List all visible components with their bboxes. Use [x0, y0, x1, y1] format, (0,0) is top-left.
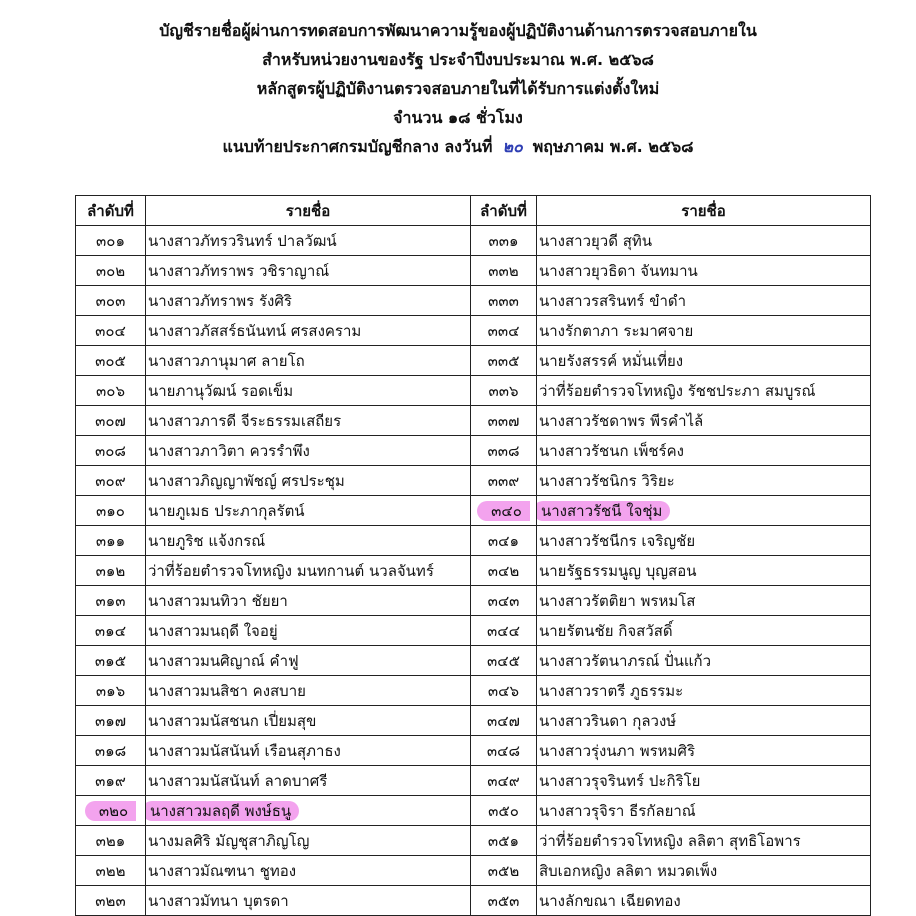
row-name-left: นายภานุวัฒน์ รอดเข็ม [148, 381, 294, 400]
row-number-right-cell [471, 646, 537, 676]
row-number-right: ๓๓๓ [488, 291, 519, 310]
row-name-left: นางสาวภาวิตา ควรรำพึง [148, 441, 310, 460]
row-name-right: นางสาวรัตนาภรณ์ ปั่นแก้ว [539, 651, 712, 670]
row-number-right: ๓๔๖ [487, 681, 520, 700]
row-name-left: นางสาวมลฤดี พงษ์ธนู [146, 801, 300, 821]
row-name-left: นางสาวมนัสนันท์ เรือนสุภาธง [148, 741, 341, 760]
table-row [76, 766, 871, 796]
row-number-right: ๓๔๒ [487, 561, 520, 580]
row-number-left: ๓๑๐ [96, 501, 125, 520]
row-number-left: ๓๐๗ [95, 411, 126, 430]
row-name-right: นางสาวยุวธิดา จันทมาน [539, 261, 698, 280]
row-number-left: ๓๒๐ [85, 801, 136, 821]
row-name-left-cell [146, 436, 471, 466]
row-number-left-cell [76, 826, 146, 856]
row-number-right-cell [471, 376, 537, 406]
row-number-left: ๓๐๙ [95, 471, 126, 490]
row-name-left: นางสาวมนศิญาณ์ คำฟู [148, 651, 299, 670]
row-name-left-cell [146, 616, 471, 646]
row-name-right-cell [537, 526, 871, 556]
table-row [76, 346, 871, 376]
row-number-left-cell [76, 256, 146, 286]
row-name-right: นางสาวรุ่งนภา พรหมศิริ [539, 741, 696, 760]
row-number-left: ๓๐๔ [95, 321, 126, 340]
row-number-left-cell [76, 766, 146, 796]
row-name-right: นางสาวรัตติยา พรหมโส [539, 591, 696, 610]
row-number-right: ๓๔๗ [487, 711, 520, 730]
row-name-right-cell [537, 736, 871, 766]
row-name-left: นายภูริช แจ้งกรณ์ [148, 531, 266, 550]
row-number-left-cell [76, 886, 146, 916]
row-name-right: นางสาวรุจรินทร์ ปะกิริโย [539, 771, 701, 790]
row-name-left-cell [146, 586, 471, 616]
col-header-name-right: รายชื่อ [537, 196, 871, 226]
row-number-right: ๓๔๓ [487, 591, 520, 610]
table-row [76, 586, 871, 616]
col-header-number-left: ลำดับที่ [76, 196, 146, 226]
row-number-left: ๓๑๒ [95, 561, 126, 580]
row-name-left-cell [146, 286, 471, 316]
row-name-left: นางสาวมนทิวา ชัยยา [148, 591, 288, 610]
row-number-right: ๓๓๖ [488, 381, 519, 400]
row-name-left: นางสาวมนัสนันท์ ลาดบาศรี [148, 771, 328, 790]
row-number-right: ๓๔๘ [486, 741, 521, 760]
header-course: หลักสูตรผู้ปฏิบัติงานตรวจสอบภายในที่ได้รับการแต่งตั้งใหม่ [256, 79, 660, 98]
row-number-left-cell [76, 286, 146, 316]
row-number-right-cell [471, 886, 537, 916]
row-name-left-cell [146, 226, 471, 256]
row-name-right-cell [537, 646, 871, 676]
row-name-right-cell [537, 376, 871, 406]
row-name-right-cell [537, 286, 871, 316]
table-row [76, 616, 871, 646]
row-name-left-cell [146, 376, 471, 406]
row-name-right: นางสาวรสรินทร์ ขำดำ [539, 291, 687, 310]
row-number-left-cell [76, 406, 146, 436]
row-number-left-cell [76, 346, 146, 376]
row-number-left: ๓๑๕ [94, 651, 127, 670]
row-number-right: ๓๕๑ [487, 831, 520, 850]
row-name-left-cell [146, 316, 471, 346]
row-number-right: ๓๔๙ [487, 771, 520, 790]
row-number-left: ๓๐๖ [96, 381, 125, 400]
row-name-left: นางสาวภัสสร์ธนันทน์ ศรสงคราม [148, 321, 362, 340]
row-name-right: นายรังสรรค์ หมั่นเที่ยง [539, 351, 684, 370]
row-number-right-cell [471, 526, 537, 556]
row-number-left-cell [76, 496, 146, 526]
table-row [76, 256, 871, 286]
row-name-left-cell [146, 526, 471, 556]
row-number-right-cell [471, 706, 537, 736]
row-number-left-cell [76, 226, 146, 256]
row-number-left: ๓๒๒ [95, 861, 126, 880]
row-name-left: นางสาวมัณฑนา ชูทอง [148, 861, 297, 880]
row-name-left-cell [146, 676, 471, 706]
header-title: บัญชีรายชื่อผู้ผ่านการทดสอบการพัฒนาความรู้ของผู้ปฏิบัติงานด้านการตรวจสอบภายใน [159, 21, 757, 40]
row-name-left: นางสาวภารดี จีระธรรมเสถียร [148, 411, 342, 430]
row-number-left: ๓๑๖ [95, 681, 126, 700]
row-name-left-cell [146, 556, 471, 586]
table-row [76, 826, 871, 856]
row-number-right-cell [471, 346, 537, 376]
row-number-right: ๓๔๐ [477, 501, 530, 521]
row-name-left: นายภูเมธ ประภากุลรัตน์ [148, 501, 305, 520]
row-number-right: ๓๔๔ [487, 621, 520, 640]
row-number-right: ๓๔๕ [487, 651, 520, 670]
row-name-left-cell [146, 886, 471, 916]
row-number-right: ๓๓๗ [487, 411, 520, 430]
table-row [76, 886, 871, 916]
row-number-left-cell [76, 616, 146, 646]
row-number-left-cell [76, 706, 146, 736]
row-number-left: ๓๑๙ [95, 771, 126, 790]
row-name-left: นางสาวภัทราพร รังศิริ [148, 291, 292, 310]
row-name-right-cell [537, 346, 871, 376]
row-name-right: นางสาวรัชนี ใจชุ่ม [537, 501, 671, 521]
passed-list-table [75, 195, 871, 916]
row-name-left: นางสาวมนฤดี ใจอยู่ [148, 621, 278, 640]
document-header [0, 16, 916, 161]
row-name-left-cell [146, 826, 471, 856]
row-name-right: นางสาวรินดา กุลวงษ์ [539, 711, 677, 730]
header-date-day: ๒๐ [502, 137, 523, 156]
row-number-left-cell [76, 646, 146, 676]
row-number-left: ๓๑๔ [94, 621, 127, 640]
row-name-left-cell [146, 346, 471, 376]
table-row [76, 706, 871, 736]
row-number-right: ๓๓๒ [488, 261, 519, 280]
table-row [76, 316, 871, 346]
header-date-prefix: แนบท้ายประกาศกรมบัญชีกลาง ลงวันที่ [222, 137, 493, 156]
row-name-left-cell [146, 766, 471, 796]
row-number-right: ๓๓๑ [488, 231, 519, 250]
row-name-right-cell [537, 856, 871, 886]
row-name-right-cell [537, 796, 871, 826]
header-date-line [0, 132, 916, 161]
row-name-right-cell [537, 556, 871, 586]
row-number-left: ๓๐๑ [96, 231, 125, 250]
row-number-left-cell [76, 316, 146, 346]
table-header-row [76, 196, 871, 226]
row-name-left-cell [146, 496, 471, 526]
row-name-right-cell [537, 226, 871, 256]
row-number-right-cell [471, 556, 537, 586]
row-name-left: นางสาวภานุมาศ ลายโถ [148, 351, 305, 370]
row-number-left: ๓๐๕ [95, 351, 126, 370]
row-name-right-cell [537, 436, 871, 466]
row-number-right-cell [471, 286, 537, 316]
row-name-right-cell [537, 766, 871, 796]
table-row [76, 286, 871, 316]
table-row [76, 406, 871, 436]
row-number-right-cell [471, 406, 537, 436]
row-number-left-cell [76, 376, 146, 406]
row-name-left: ว่าที่ร้อยตำรวจโทหญิง มนทกานต์ นวลจันทร์ [148, 561, 434, 580]
row-name-right: นางสาวยุวดี สุทิน [539, 231, 653, 250]
row-number-left: ๓๑๗ [94, 711, 127, 730]
row-name-right-cell [537, 616, 871, 646]
header-subtitle: สำหรับหน่วยงานของรัฐ ประจำปีงบประมาณ พ.ศ. ๒๕๖๘ [262, 50, 654, 69]
row-number-left: ๓๑๘ [94, 741, 127, 760]
row-name-right: นางสาวรัชนีกร เจริญชัย [539, 531, 696, 550]
row-name-right: ว่าที่ร้อยตำรวจโทหญิง รัชชประภา สมบูรณ์ [539, 381, 816, 400]
row-number-right-cell [471, 616, 537, 646]
row-number-left-cell [76, 586, 146, 616]
table-row [76, 856, 871, 886]
table-row [76, 526, 871, 556]
table-row [76, 676, 871, 706]
row-number-right: ๓๕๐ [488, 801, 519, 820]
row-number-left: ๓๒๓ [95, 891, 126, 910]
row-name-left: นางมลศิริ มัญชุสาภิญโญ [148, 831, 310, 850]
table-row [76, 376, 871, 406]
row-name-left-cell [146, 796, 471, 826]
table-row [76, 466, 871, 496]
table-row [76, 736, 871, 766]
row-number-left: ๓๐๒ [95, 261, 126, 280]
row-number-left: ๓๑๓ [95, 591, 126, 610]
col-header-number-right: ลำดับที่ [471, 196, 537, 226]
row-name-right: นางสาวรัชดาพร พีรคำไล้ [539, 411, 704, 430]
row-name-left-cell [146, 406, 471, 436]
row-name-right: นายรัฐธรรมนูญ บุญสอน [539, 561, 697, 580]
row-number-right-cell [471, 226, 537, 256]
row-name-right-cell [537, 406, 871, 436]
row-name-left: นางสาวมนัสชนก เปี่ยมสุข [148, 711, 317, 730]
table-row-highlighted [76, 796, 871, 826]
row-number-right: ๓๓๘ [487, 441, 520, 460]
table-row [76, 226, 871, 256]
row-number-right-cell [471, 676, 537, 706]
table-row-highlighted [76, 496, 871, 526]
row-name-right-cell [537, 316, 871, 346]
row-number-right-cell [471, 766, 537, 796]
row-name-right: นายรัตนชัย กิจสวัสดิ์ [539, 621, 673, 640]
row-name-right: นางสาวรัชนิกร วิริยะ [539, 471, 675, 490]
row-number-right: ๓๔๑ [487, 531, 520, 550]
row-name-right: นางสาวรุจิรา ธีรกัลยาณ์ [539, 801, 696, 820]
row-number-left-cell [76, 676, 146, 706]
row-number-right-cell [471, 796, 537, 826]
row-name-right-cell [537, 496, 871, 526]
row-name-left-cell [146, 736, 471, 766]
row-name-left: นางสาวมนสิชา คงสบาย [148, 681, 306, 700]
row-number-left-cell [76, 736, 146, 766]
row-name-left: นางสาวภัทราพร วชิราญาณ์ [148, 261, 330, 280]
header-date-suffix: พฤษภาคม พ.ศ. ๒๕๖๘ [532, 137, 694, 156]
row-number-right: ๓๓๔ [487, 321, 520, 340]
row-number-right-cell [471, 466, 537, 496]
row-name-right-cell [537, 706, 871, 736]
row-name-right: นางสาวราตรี ภูธรรมะ [539, 681, 684, 700]
row-name-left: นางสาวภัทรวรินทร์ ปาลวัฒน์ [148, 231, 337, 250]
row-number-right-cell [471, 736, 537, 766]
row-name-right: นางรักตาภา ระมาศจาย [539, 321, 694, 340]
row-number-left-cell [76, 526, 146, 556]
row-number-right-cell [471, 826, 537, 856]
row-name-right-cell [537, 886, 871, 916]
row-name-right: นางลักขณา เฉียดทอง [539, 891, 681, 910]
row-name-left: นางสาวภิญญาพัชญ์ ศรประชุม [148, 471, 345, 490]
row-name-left-cell [146, 646, 471, 676]
row-name-right-cell [537, 256, 871, 286]
row-name-right-cell [537, 586, 871, 616]
table-row [76, 556, 871, 586]
row-number-right: ๓๕๒ [487, 861, 520, 880]
row-name-left: นางสาวมัทนา บุตรดา [148, 891, 289, 910]
row-number-right: ๓๓๙ [487, 471, 520, 490]
row-number-right-cell [471, 496, 537, 526]
row-number-left-cell [76, 466, 146, 496]
row-number-right-cell [471, 856, 537, 886]
row-name-left-cell [146, 706, 471, 736]
row-number-left-cell [76, 436, 146, 466]
row-number-right-cell [471, 586, 537, 616]
row-number-left-cell [76, 796, 146, 826]
table-row [76, 646, 871, 676]
row-name-right: นางสาวรัชนก เพ็ชร์คง [539, 441, 684, 460]
row-name-right: ว่าที่ร้อยตำรวจโทหญิง ลลิตา สุทธิโอพาร [539, 831, 801, 850]
col-header-name-left: รายชื่อ [146, 196, 471, 226]
header-hours: จำนวน ๑๘ ชั่วโมง [393, 108, 523, 127]
row-number-left: ๓๐๘ [95, 441, 126, 460]
row-number-right: ๓๕๓ [487, 891, 520, 910]
row-number-right: ๓๓๕ [487, 351, 520, 370]
table-row [76, 436, 871, 466]
row-name-right-cell [537, 826, 871, 856]
row-number-left-cell [76, 556, 146, 586]
row-name-right: สิบเอกหญิง ลลิตา หมวดเพ็ง [539, 861, 718, 880]
row-number-left-cell [76, 856, 146, 886]
row-number-left: ๓๒๑ [95, 831, 126, 850]
row-number-right-cell [471, 436, 537, 466]
row-number-left: ๓๑๑ [95, 531, 126, 550]
row-name-right-cell [537, 466, 871, 496]
row-name-left-cell [146, 856, 471, 886]
row-name-right-cell [537, 676, 871, 706]
row-name-left-cell [146, 256, 471, 286]
row-number-right-cell [471, 256, 537, 286]
row-name-left-cell [146, 466, 471, 496]
row-number-right-cell [471, 316, 537, 346]
row-number-left: ๓๐๓ [95, 291, 126, 310]
